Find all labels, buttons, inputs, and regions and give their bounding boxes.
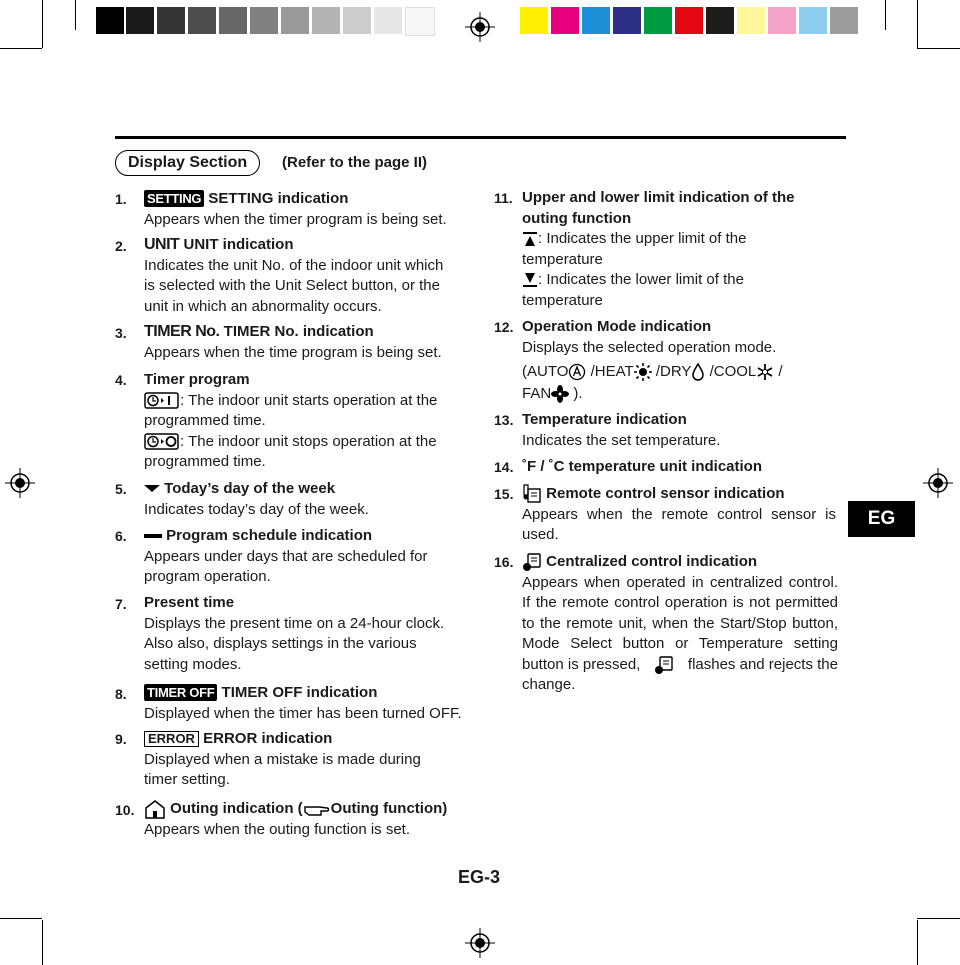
swatch (520, 7, 548, 34)
setting-lcd-icon: SETTING (144, 190, 204, 207)
body-end-1: button is pressed, (522, 655, 641, 673)
item-heading-2: Outing function) (330, 800, 448, 817)
swatch (582, 7, 610, 34)
item-heading: Centralized control indication (546, 553, 758, 570)
sensor-indication-item (522, 484, 836, 546)
day-marker-icon (144, 484, 160, 494)
outing-indication-item (144, 799, 447, 840)
item-body: Displays the selected operation mode. (522, 338, 777, 356)
fan-mode-icon (551, 385, 569, 403)
item-body-line: Appears when operated in centralized control. (522, 573, 838, 591)
temperature-indication-item (522, 410, 720, 451)
registration-mark-icon (465, 12, 495, 42)
swatch (613, 7, 641, 34)
crop-mark (917, 0, 918, 48)
remote-sensor-icon (522, 484, 542, 504)
item-body-line: Also also, displays settings in the various (144, 635, 417, 652)
item-number: 13. (494, 412, 514, 428)
timer-no-lcd-icon: TIMER No. (144, 323, 220, 340)
mode-auto-label: (AUTO (522, 363, 569, 380)
item-body-line: Mode Select button or Temperature setting (522, 635, 838, 652)
swatch (768, 7, 796, 34)
item-body-line: unit in which an abnormality occurs. (144, 297, 382, 315)
swatch (250, 7, 278, 34)
unit-indication-item (144, 235, 443, 317)
crop-mark (0, 48, 42, 49)
item-number: 15. (494, 486, 514, 502)
item-body-line: Displayed when a mistake is made during (144, 750, 421, 768)
item-heading: ˚F / ˚C temperature unit indication (522, 458, 763, 475)
schedule-bar-icon (144, 532, 162, 540)
item-heading: ERROR indication (203, 730, 333, 747)
mode-slash: / (778, 363, 783, 380)
present-time-item (144, 593, 444, 675)
crop-mark (917, 918, 960, 919)
item-body-line: Appears when the remote control sensor is (522, 505, 836, 523)
item-number: 11. (494, 190, 513, 206)
crop-mark (917, 920, 918, 965)
item-number: 12. (494, 319, 514, 335)
item-number: 4. (115, 372, 127, 388)
mode-heat-label: /HEAT (590, 363, 634, 380)
swatch (405, 7, 435, 36)
swatch (799, 7, 827, 34)
mode-fan-label: FAN (522, 385, 552, 402)
item-heading: Remote control sensor indication (546, 485, 785, 502)
lower-limit-text: : Indicates the lower limit of the (538, 271, 744, 288)
item-number: 2. (115, 238, 127, 254)
item-number: 7. (115, 596, 127, 612)
outing-house-icon (144, 799, 166, 819)
timer-on-icon (144, 392, 180, 409)
header-rule (115, 136, 846, 139)
item-body: Appears when the timer program is being set. (144, 210, 447, 228)
operation-mode-item (522, 317, 783, 405)
dry-mode-icon (691, 363, 705, 381)
mode-cool-label: /COOL (709, 363, 757, 380)
swatch (126, 7, 154, 34)
item-body-line (522, 655, 838, 676)
item-number: 6. (115, 528, 127, 544)
swatch (312, 7, 340, 34)
swatch (737, 7, 765, 34)
item-number: 3. (115, 325, 127, 341)
error-lcd-icon: ERROR (144, 731, 199, 747)
item-heading-line: outing function (522, 209, 632, 227)
timer-no-indication-item (144, 322, 442, 363)
crop-mark (917, 48, 960, 49)
upper-limit-text: : Indicates the upper limit of the (538, 230, 747, 247)
upper-limit-text-2: temperature (522, 250, 603, 268)
crop-mark (0, 918, 42, 919)
item-heading: Program schedule indication (166, 527, 373, 544)
swatch (281, 7, 309, 34)
timer-off-indication-item (144, 683, 462, 724)
error-indication-item (144, 729, 421, 791)
item-body-line: Displays the present time on a 24-hour clock. (144, 614, 445, 632)
item-body: Indicates today’s day of the week. (144, 500, 369, 518)
body-end-2: flashes and rejects the (687, 655, 838, 673)
limit-indication-item (522, 188, 795, 311)
item-body-line: used. (522, 526, 559, 543)
item-body-line: Indicates the unit No. of the indoor unit which (144, 256, 444, 274)
section-reference: (Refer to the page II) (282, 154, 428, 171)
crop-mark (75, 0, 76, 30)
item-body-line: program operation. (144, 568, 271, 585)
item-heading: Operation Mode indication (522, 318, 712, 335)
registration-mark-icon (5, 468, 35, 498)
pointing-hand-icon (303, 801, 331, 817)
item-heading: UNIT indication (183, 236, 294, 253)
today-day-item (144, 479, 369, 520)
timer-on-text: : The indoor unit starts operation at the (180, 391, 438, 409)
auto-mode-icon (568, 363, 586, 381)
centralized-control-icon (522, 552, 542, 572)
unit-lcd-icon: UNIT (144, 236, 180, 253)
item-heading: TIMER OFF indication (221, 684, 378, 701)
crop-mark (42, 0, 43, 48)
timer-program-item (144, 370, 437, 473)
registration-mark-icon (465, 928, 495, 958)
section-title: Display Section (115, 150, 260, 176)
item-heading-line: Upper and lower limit indication of the (522, 189, 795, 206)
timer-off-text-2: programmed time. (144, 453, 266, 470)
item-body: Indicates the set temperature. (522, 431, 721, 449)
centralized-control-icon (654, 655, 674, 675)
upper-limit-icon (522, 231, 538, 247)
swatch (157, 7, 185, 34)
item-number: 9. (115, 731, 127, 747)
item-body: Appears when the time program is being set. (144, 343, 442, 361)
lower-limit-text-2: temperature (522, 291, 603, 309)
language-badge: EG (848, 501, 915, 537)
swatch (675, 7, 703, 34)
item-number: 14. (494, 459, 514, 475)
item-number: 8. (115, 686, 127, 702)
item-body-line: timer setting. (144, 771, 230, 788)
timer-off-lcd-icon: TIMER OFF (144, 684, 217, 701)
item-number: 5. (115, 481, 127, 497)
crop-mark (885, 0, 886, 30)
item-number: 10. (115, 802, 135, 818)
swatch (551, 7, 579, 34)
page-number: EG-3 (458, 867, 501, 887)
swatch (830, 7, 858, 34)
crop-mark (42, 920, 43, 965)
item-body: Appears when the outing function is set. (144, 820, 411, 838)
program-schedule-item (144, 526, 428, 588)
item-body-line: is selected with the Unit Select button, or the (144, 277, 440, 294)
swatch (219, 7, 247, 34)
temperature-unit-item (522, 457, 762, 478)
registration-mark-icon (923, 468, 953, 498)
item-heading: Temperature indication (522, 411, 687, 428)
item-body-line: change. (522, 676, 576, 693)
timer-off-icon (144, 433, 180, 450)
cool-mode-icon (756, 363, 774, 381)
setting-indication-item (144, 189, 447, 230)
swatch (706, 7, 734, 34)
swatch (343, 7, 371, 34)
item-body-line: If the remote control operation is not permitted (522, 594, 838, 611)
timer-off-text: : The indoor unit stops operation at the (180, 432, 437, 450)
item-body-line: setting modes. (144, 655, 242, 673)
item-heading: Timer program (144, 371, 250, 388)
item-body-line: Appears under days that are scheduled for (144, 547, 428, 565)
item-body-line: to the remote unit, when the Start/Stop button, (522, 614, 838, 632)
swatch (644, 7, 672, 34)
lower-limit-icon (522, 272, 538, 288)
item-heading: SETTING indication (208, 190, 349, 207)
timer-on-text-2: programmed time. (144, 412, 266, 429)
swatch (96, 7, 124, 34)
centralized-control-item (522, 552, 838, 696)
mode-close: ). (573, 385, 583, 402)
heat-mode-icon (634, 363, 652, 381)
item-heading: Present time (144, 594, 235, 611)
item-heading: Outing indication ( (170, 800, 303, 817)
swatch (188, 7, 216, 34)
item-heading: Today’s day of the week (164, 480, 336, 497)
item-heading: TIMER No. indication (223, 323, 374, 340)
item-number: 16. (494, 554, 514, 570)
item-body: Displayed when the timer has been turned OFF. (144, 704, 462, 722)
item-number: 1. (115, 191, 127, 207)
swatch (374, 7, 402, 34)
mode-icons-row (522, 361, 783, 405)
mode-dry-label: /DRY (655, 363, 692, 380)
